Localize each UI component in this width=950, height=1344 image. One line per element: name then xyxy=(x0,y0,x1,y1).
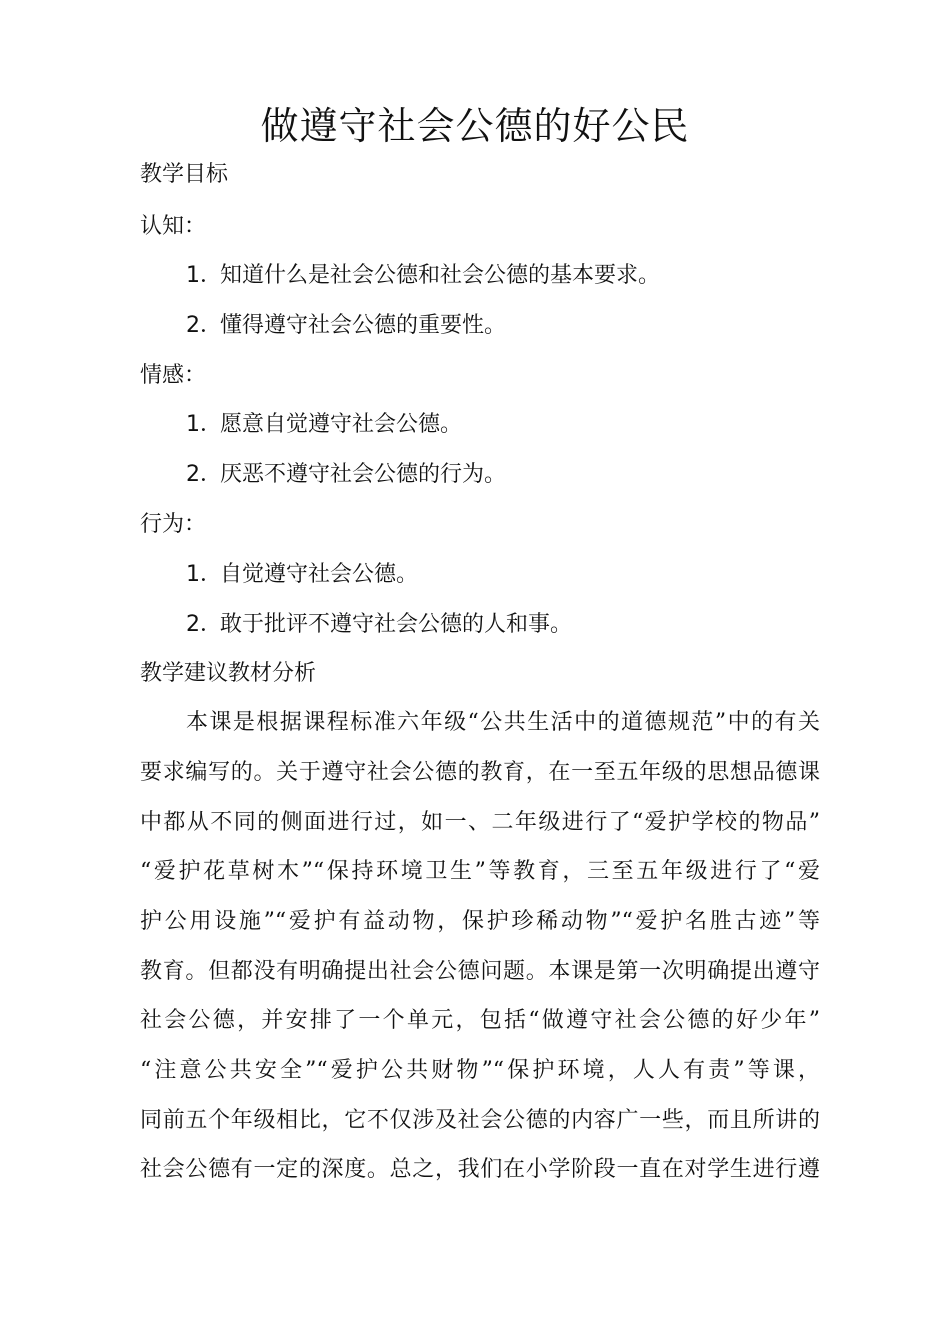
list-item xyxy=(186,410,462,440)
list-item-number: 1． xyxy=(186,263,222,288)
section-heading-goals: 教学目标 xyxy=(140,162,229,187)
list-item xyxy=(186,261,660,291)
paragraph-line: 社会公德，并安排了一个单元，包括“做遵守社会公德的好少年” xyxy=(140,1008,820,1033)
list-item xyxy=(186,311,506,341)
list-item-number: 2． xyxy=(186,612,222,637)
list-item-text: 厌恶不遵守社会公德的行为。 xyxy=(220,462,507,487)
paragraph-line: “注意公共安全”“爱护公共财物”“保护环境，人人有责”等课， xyxy=(140,1058,820,1083)
list-item-number: 1． xyxy=(186,562,222,587)
section-heading-analysis: 教学建议教材分析 xyxy=(140,661,317,686)
document-title: 做遵守社会公德的好公民 xyxy=(260,104,690,148)
paragraph-line: “爱护花草树木”“保持环境卫生”等教育，三至五年级进行了“爱 xyxy=(140,859,820,884)
subheading-cognition: 认知： xyxy=(140,214,207,239)
list-item xyxy=(186,460,506,490)
paragraph-line: 教育。但都没有明确提出社会公德问题。本课是第一次明确提出遵守 xyxy=(140,959,820,984)
list-item xyxy=(186,560,418,590)
list-item xyxy=(186,610,572,640)
subheading-emotion: 情感： xyxy=(140,363,207,388)
paragraph-line: 中都从不同的侧面进行过，如一、二年级进行了“爱护学校的物品” xyxy=(140,810,820,835)
paragraph-line: 本课是根据课程标准六年级“公共生活中的道德规范”中的有关 xyxy=(186,710,820,735)
list-item-number: 2． xyxy=(186,313,222,338)
list-item-text: 敢于批评不遵守社会公德的人和事。 xyxy=(220,612,573,637)
paragraph-line: 要求编写的。关于遵守社会公德的教育，在一至五年级的思想品德课 xyxy=(140,760,820,785)
list-item-text: 愿意自觉遵守社会公德。 xyxy=(220,412,463,437)
paragraph-line: 护公用设施”“爱护有益动物，保护珍稀动物”“爱护名胜古迹”等 xyxy=(140,909,820,934)
list-item-text: 懂得遵守社会公德的重要性。 xyxy=(220,313,507,338)
paragraph-line: 同前五个年级相比，它不仅涉及社会公德的内容广一些，而且所讲的 xyxy=(140,1108,820,1133)
paragraph-line: 社会公德有一定的深度。总之，我们在小学阶段一直在对学生进行遵 xyxy=(140,1157,820,1182)
list-item-number: 2． xyxy=(186,462,222,487)
list-item-number: 1． xyxy=(186,412,222,437)
list-item-text: 自觉遵守社会公德。 xyxy=(220,562,419,587)
list-item-text: 知道什么是社会公德和社会公德的基本要求。 xyxy=(220,263,661,288)
subheading-behavior: 行为： xyxy=(140,512,207,537)
